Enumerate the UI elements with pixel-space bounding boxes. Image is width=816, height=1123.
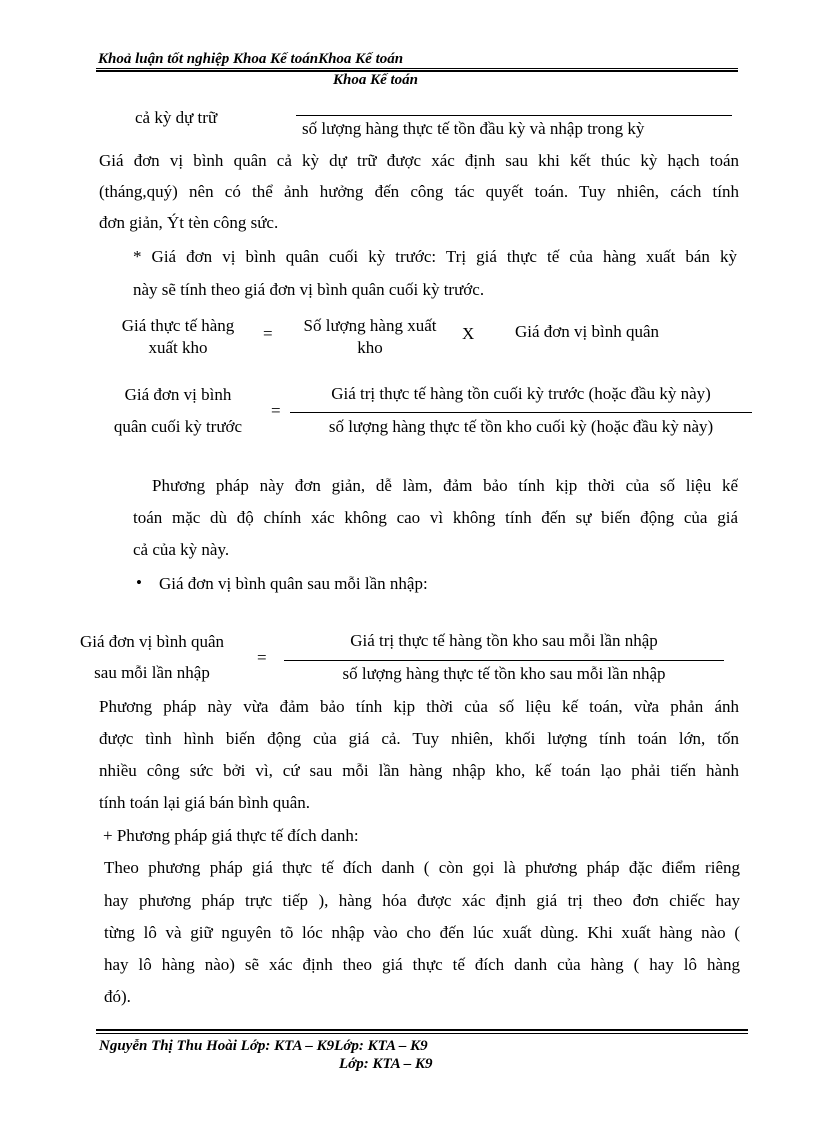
section-heading: + Phương pháp giá thực tế đích danh: [103,826,359,845]
formula-mid-line1: Số lượng hàng xuất [303,316,437,335]
times-sign: X [462,324,475,343]
fraction-bar [296,115,732,116]
formula-left-label: cả kỳ dự trữ [135,108,218,127]
paragraph-line: * Giá đơn vị bình quân cuối kỳ trước: Trị giá thực tế của hàng xuất bán kỳ [133,247,737,266]
paragraph-line: từng lô và giữ nguyên tõ lóc nhập vào cho đến lúc xuất dùng. Khi xuất hàng nào ( [104,923,740,942]
paragraph-line: này sẽ tính theo giá đơn vị bình quân cuối kỳ trước. [133,280,485,299]
bullet-text: Giá đơn vị bình quân sau mỗi lần nhập: [159,574,428,593]
formula-right: Giá đơn vị bình quân [515,322,660,341]
paragraph-line: Theo phương pháp giá thực tế đích danh ( còn gọi là phương pháp đặc điểm riêng [104,858,740,877]
formula-numerator: Giá trị thực tế hàng tồn cuối kỳ trước (hoặc đầu kỳ này) [331,384,711,403]
footer-author: Nguyễn Thị Thu Hoài Lớp: KTA – K9Lớp: KTA – K9 [99,1038,428,1054]
paragraph-line: đơn giản, Ýt tèn công sức. [99,213,279,232]
paragraph-line: cả của kỳ này. [133,540,230,559]
header-rule-thin [96,68,738,69]
footer-class: Lớp: KTA – K9 [339,1056,433,1072]
paragraph-line: Phương pháp này vừa đảm bảo tính kịp thời của số liệu kế toán, vừa phản ánh [99,697,739,716]
paragraph-line: toán mặc dù độ chính xác không cao vì không tính đến sự biến động của giá [133,508,738,527]
header-title: Khoả luận tốt nghiệp Khoa Kế toánKhoa Kế toán [98,51,404,67]
footer-rule-thin [96,1033,748,1034]
formula-denominator: số lượng hàng thực tế tồn kho cuối kỳ (hoặc đầu kỳ này) [328,417,714,436]
formula-denominator: số lượng hàng thực tế tồn đầu kỳ và nhập trong kỳ [302,119,645,138]
formula-left-line2: xuất kho [148,338,208,357]
paragraph-line: Phương pháp này đơn giản, dễ làm, đảm bảo tính kịp thời của số liệu kế [152,476,738,495]
bullet-icon: • [136,573,142,592]
fraction-bar [284,660,724,661]
paragraph-line: (tháng,quý) nên có thể ảnh hưởng đến công tác quyết toán. Tuy nhiên, cách tính [99,182,739,201]
paragraph-line: hay phương pháp trực tiếp ), hàng hóa được xác định giá trị theo đơn chiếc hay [104,891,740,910]
footer-rule-thick [96,1029,748,1031]
paragraph-line: được tình hình biến động của giá cả. Tuy nhiên, khối lượng tính toán lớn, tốn [99,729,739,748]
formula-left-line2: quân cuối kỳ trước [113,417,243,436]
header-subtitle: Khoa Kế toán [333,72,419,88]
formula-denominator: số lượng hàng thực tế tồn kho sau mỗi lần nhập [342,664,666,683]
formula-mid-line2: kho [357,338,383,357]
paragraph-line: hay lô hàng nào) sẽ xác định theo giá thực tế đích danh của hàng ( hay lô hàng [104,955,740,974]
equals-sign: = [257,648,267,667]
paragraph-line: nhiều công sức bởi vì, cứ sau mỗi lần hàng nhập kho, kế toán lạo phải tiến hành [99,761,739,780]
equals-sign: = [263,324,273,343]
formula-numerator: Giá trị thực tế hàng tồn kho sau mỗi lần nhập [350,631,658,650]
paragraph-line: đó). [104,987,131,1006]
paragraph-line: tính toán lại giá bán bình quân. [99,793,311,812]
formula-left-line1: Giá đơn vị bình [124,385,232,404]
paragraph-line: Giá đơn vị bình quân cả kỳ dự trữ được xác định sau khi kết thúc kỳ hạch toán [99,151,739,170]
formula-left-line1: Giá đơn vị bình quân [79,632,225,651]
fraction-bar [290,412,752,413]
formula-left-line1: Giá thực tế hàng [121,316,235,335]
equals-sign: = [271,401,281,420]
formula-left-line2: sau mỗi lần nhập [94,663,210,682]
